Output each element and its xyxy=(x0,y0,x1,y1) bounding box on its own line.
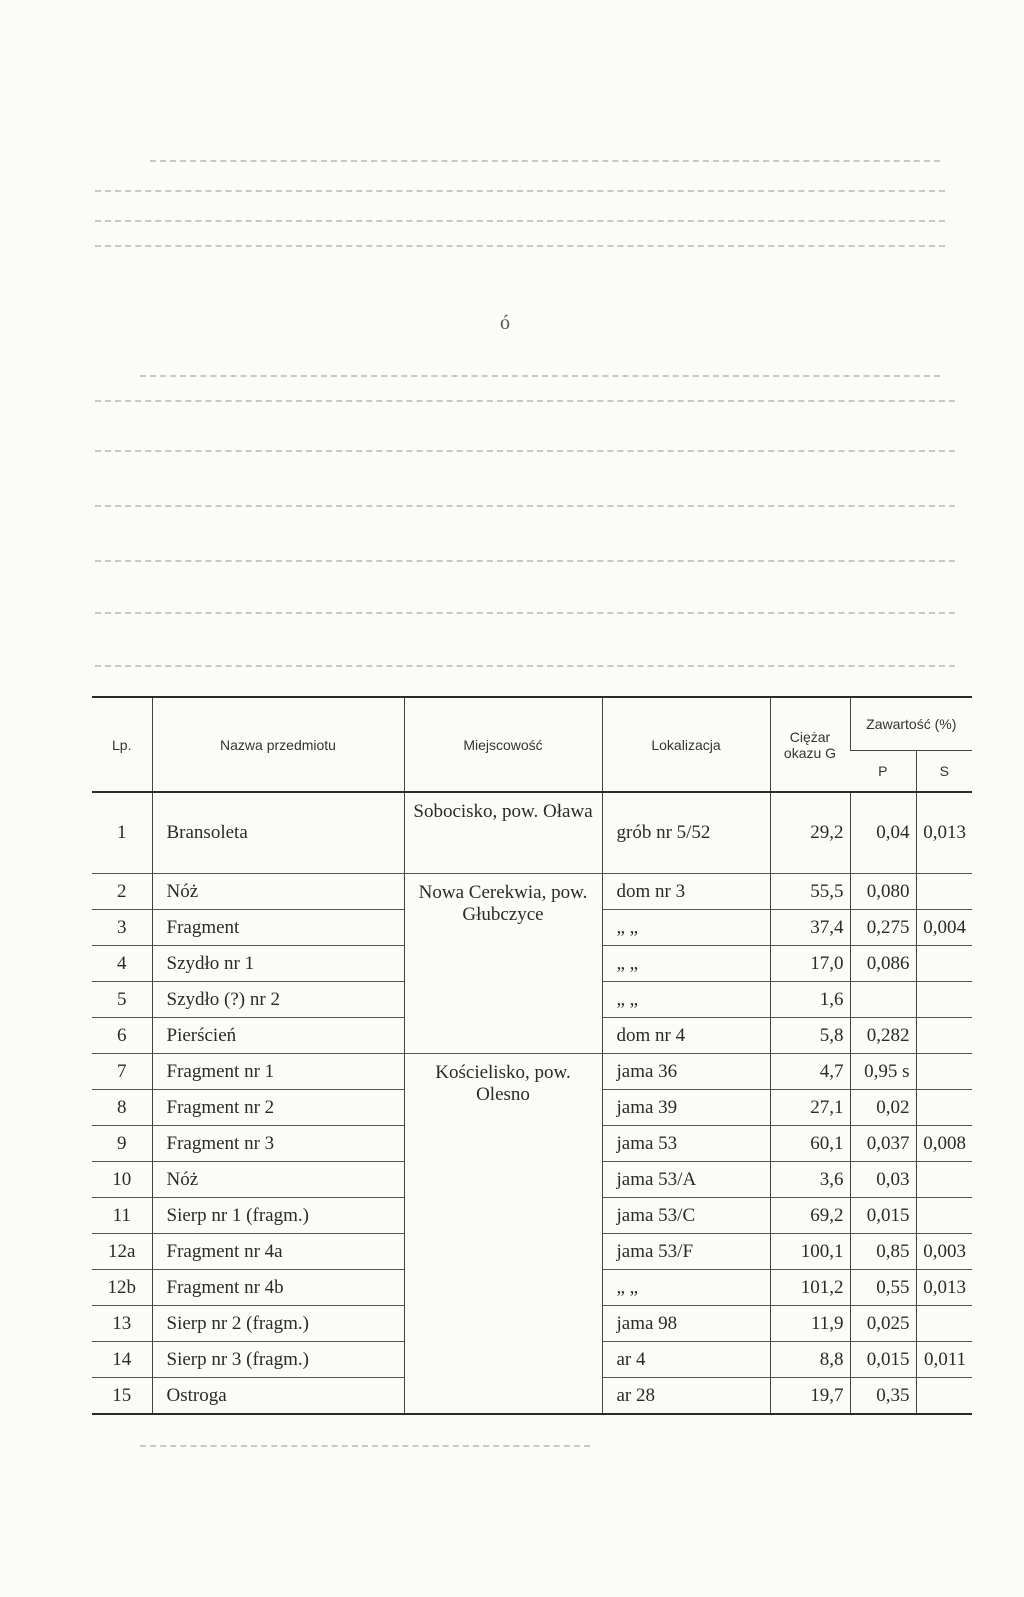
cell-lp: 8 xyxy=(92,1090,152,1126)
cell-p: 0,275 xyxy=(850,910,916,946)
cell-name: Szydło nr 1 xyxy=(152,946,404,982)
cell-location: jama 53/A xyxy=(602,1162,770,1198)
cell-s xyxy=(916,1054,972,1090)
faint-line xyxy=(150,160,940,162)
cell-location: dom nr 4 xyxy=(602,1018,770,1054)
cell-p: 0,03 xyxy=(850,1162,916,1198)
cell-p: 0,55 xyxy=(850,1270,916,1306)
cell-lp: 12a xyxy=(92,1234,152,1270)
cell-name: Sierp nr 2 (fragm.) xyxy=(152,1306,404,1342)
cell-weight: 27,1 xyxy=(770,1090,850,1126)
table-row xyxy=(92,1054,972,1090)
cell-p: 0,037 xyxy=(850,1126,916,1162)
cell-p xyxy=(850,982,916,1018)
cell-s xyxy=(916,982,972,1018)
cell-s xyxy=(916,1162,972,1198)
cell-name: Fragment nr 4a xyxy=(152,1234,404,1270)
cell-name: Pierścień xyxy=(152,1018,404,1054)
cell-s: 0,003 xyxy=(916,1234,972,1270)
cell-weight: 17,0 xyxy=(770,946,850,982)
cell-location: „ „ xyxy=(602,982,770,1018)
page-glyph: ó xyxy=(500,312,510,334)
faint-line xyxy=(95,505,955,507)
analysis-table xyxy=(92,696,972,1415)
cell-lp: 5 xyxy=(92,982,152,1018)
cell-s xyxy=(916,1018,972,1054)
cell-lp: 1 xyxy=(92,792,152,874)
cell-location: jama 53/F xyxy=(602,1234,770,1270)
cell-name: Ostroga xyxy=(152,1378,404,1415)
cell-lp: 12b xyxy=(92,1270,152,1306)
cell-name: Nóż xyxy=(152,1162,404,1198)
cell-lp: 15 xyxy=(92,1378,152,1415)
cell-location: jama 98 xyxy=(602,1306,770,1342)
cell-lp: 6 xyxy=(92,1018,152,1054)
cell-location: grób nr 5/52 xyxy=(602,792,770,874)
header-s: S xyxy=(916,751,972,793)
cell-name: Sierp nr 1 (fragm.) xyxy=(152,1198,404,1234)
faint-line xyxy=(140,375,940,377)
cell-weight: 37,4 xyxy=(770,910,850,946)
cell-weight: 1,6 xyxy=(770,982,850,1018)
cell-location: „ „ xyxy=(602,910,770,946)
cell-place: Kościelisko, pow. Olesno xyxy=(404,1054,602,1415)
cell-weight: 5,8 xyxy=(770,1018,850,1054)
cell-lp: 7 xyxy=(92,1054,152,1090)
cell-p: 0,04 xyxy=(850,792,916,874)
cell-location: jama 53/C xyxy=(602,1198,770,1234)
cell-place: Nowa Cerekwia, pow. Głubczyce xyxy=(404,874,602,1054)
faint-line xyxy=(95,245,945,247)
cell-s: 0,004 xyxy=(916,910,972,946)
cell-location: „ „ xyxy=(602,1270,770,1306)
cell-lp: 3 xyxy=(92,910,152,946)
cell-name: Fragment nr 3 xyxy=(152,1126,404,1162)
cell-name: Fragment nr 2 xyxy=(152,1090,404,1126)
cell-name: Szydło (?) nr 2 xyxy=(152,982,404,1018)
cell-weight: 19,7 xyxy=(770,1378,850,1415)
cell-location: dom nr 3 xyxy=(602,874,770,910)
cell-lp: 13 xyxy=(92,1306,152,1342)
cell-s xyxy=(916,874,972,910)
faint-line xyxy=(140,1445,590,1447)
faint-line xyxy=(95,612,955,614)
cell-weight: 60,1 xyxy=(770,1126,850,1162)
cell-s xyxy=(916,1198,972,1234)
cell-name: Fragment xyxy=(152,910,404,946)
cell-weight: 29,2 xyxy=(770,792,850,874)
cell-lp: 9 xyxy=(92,1126,152,1162)
header-place: Miejscowość xyxy=(404,697,602,792)
cell-p: 0,35 xyxy=(850,1378,916,1415)
faint-line xyxy=(95,450,955,452)
cell-weight: 101,2 xyxy=(770,1270,850,1306)
cell-s xyxy=(916,1378,972,1415)
faint-line xyxy=(95,220,945,222)
cell-weight: 69,2 xyxy=(770,1198,850,1234)
cell-s: 0,011 xyxy=(916,1342,972,1378)
cell-p: 0,015 xyxy=(850,1342,916,1378)
cell-s xyxy=(916,1090,972,1126)
cell-s xyxy=(916,1306,972,1342)
cell-s: 0,013 xyxy=(916,1270,972,1306)
cell-s: 0,013 xyxy=(916,792,972,874)
cell-p: 0,95 s xyxy=(850,1054,916,1090)
cell-location: ar 28 xyxy=(602,1378,770,1415)
faint-line xyxy=(95,400,955,402)
cell-location: jama 53 xyxy=(602,1126,770,1162)
header-content: Zawartość (%) xyxy=(850,697,972,751)
cell-p: 0,086 xyxy=(850,946,916,982)
header-p: P xyxy=(850,751,916,793)
header-weight: Ciężar okazu G xyxy=(770,697,850,792)
cell-name: Nóż xyxy=(152,874,404,910)
cell-name: Sierp nr 3 (fragm.) xyxy=(152,1342,404,1378)
cell-p: 0,025 xyxy=(850,1306,916,1342)
cell-lp: 14 xyxy=(92,1342,152,1378)
cell-p: 0,02 xyxy=(850,1090,916,1126)
cell-name: Fragment nr 1 xyxy=(152,1054,404,1090)
cell-lp: 11 xyxy=(92,1198,152,1234)
cell-location: jama 39 xyxy=(602,1090,770,1126)
cell-p: 0,85 xyxy=(850,1234,916,1270)
cell-name: Bransoleta xyxy=(152,792,404,874)
cell-place: Sobocisko, pow. Oława xyxy=(404,792,602,874)
faint-line xyxy=(95,190,945,192)
faint-line xyxy=(95,665,955,667)
cell-lp: 2 xyxy=(92,874,152,910)
faint-line xyxy=(95,560,955,562)
header-lp: Lp. xyxy=(112,736,132,753)
cell-weight: 11,9 xyxy=(770,1306,850,1342)
cell-weight: 4,7 xyxy=(770,1054,850,1090)
header-name: Nazwa przedmiotu xyxy=(152,697,404,792)
cell-location: jama 36 xyxy=(602,1054,770,1090)
cell-weight: 3,6 xyxy=(770,1162,850,1198)
cell-p: 0,282 xyxy=(850,1018,916,1054)
cell-weight: 8,8 xyxy=(770,1342,850,1378)
cell-s xyxy=(916,946,972,982)
table-row xyxy=(92,874,972,910)
table-row xyxy=(92,792,972,874)
header-location: Lokalizacja xyxy=(602,697,770,792)
cell-weight: 100,1 xyxy=(770,1234,850,1270)
cell-s: 0,008 xyxy=(916,1126,972,1162)
cell-p: 0,080 xyxy=(850,874,916,910)
cell-name: Fragment nr 4b xyxy=(152,1270,404,1306)
cell-p: 0,015 xyxy=(850,1198,916,1234)
cell-lp: 4 xyxy=(92,946,152,982)
cell-weight: 55,5 xyxy=(770,874,850,910)
cell-location: ar 4 xyxy=(602,1342,770,1378)
cell-location: „ „ xyxy=(602,946,770,982)
cell-lp: 10 xyxy=(92,1162,152,1198)
